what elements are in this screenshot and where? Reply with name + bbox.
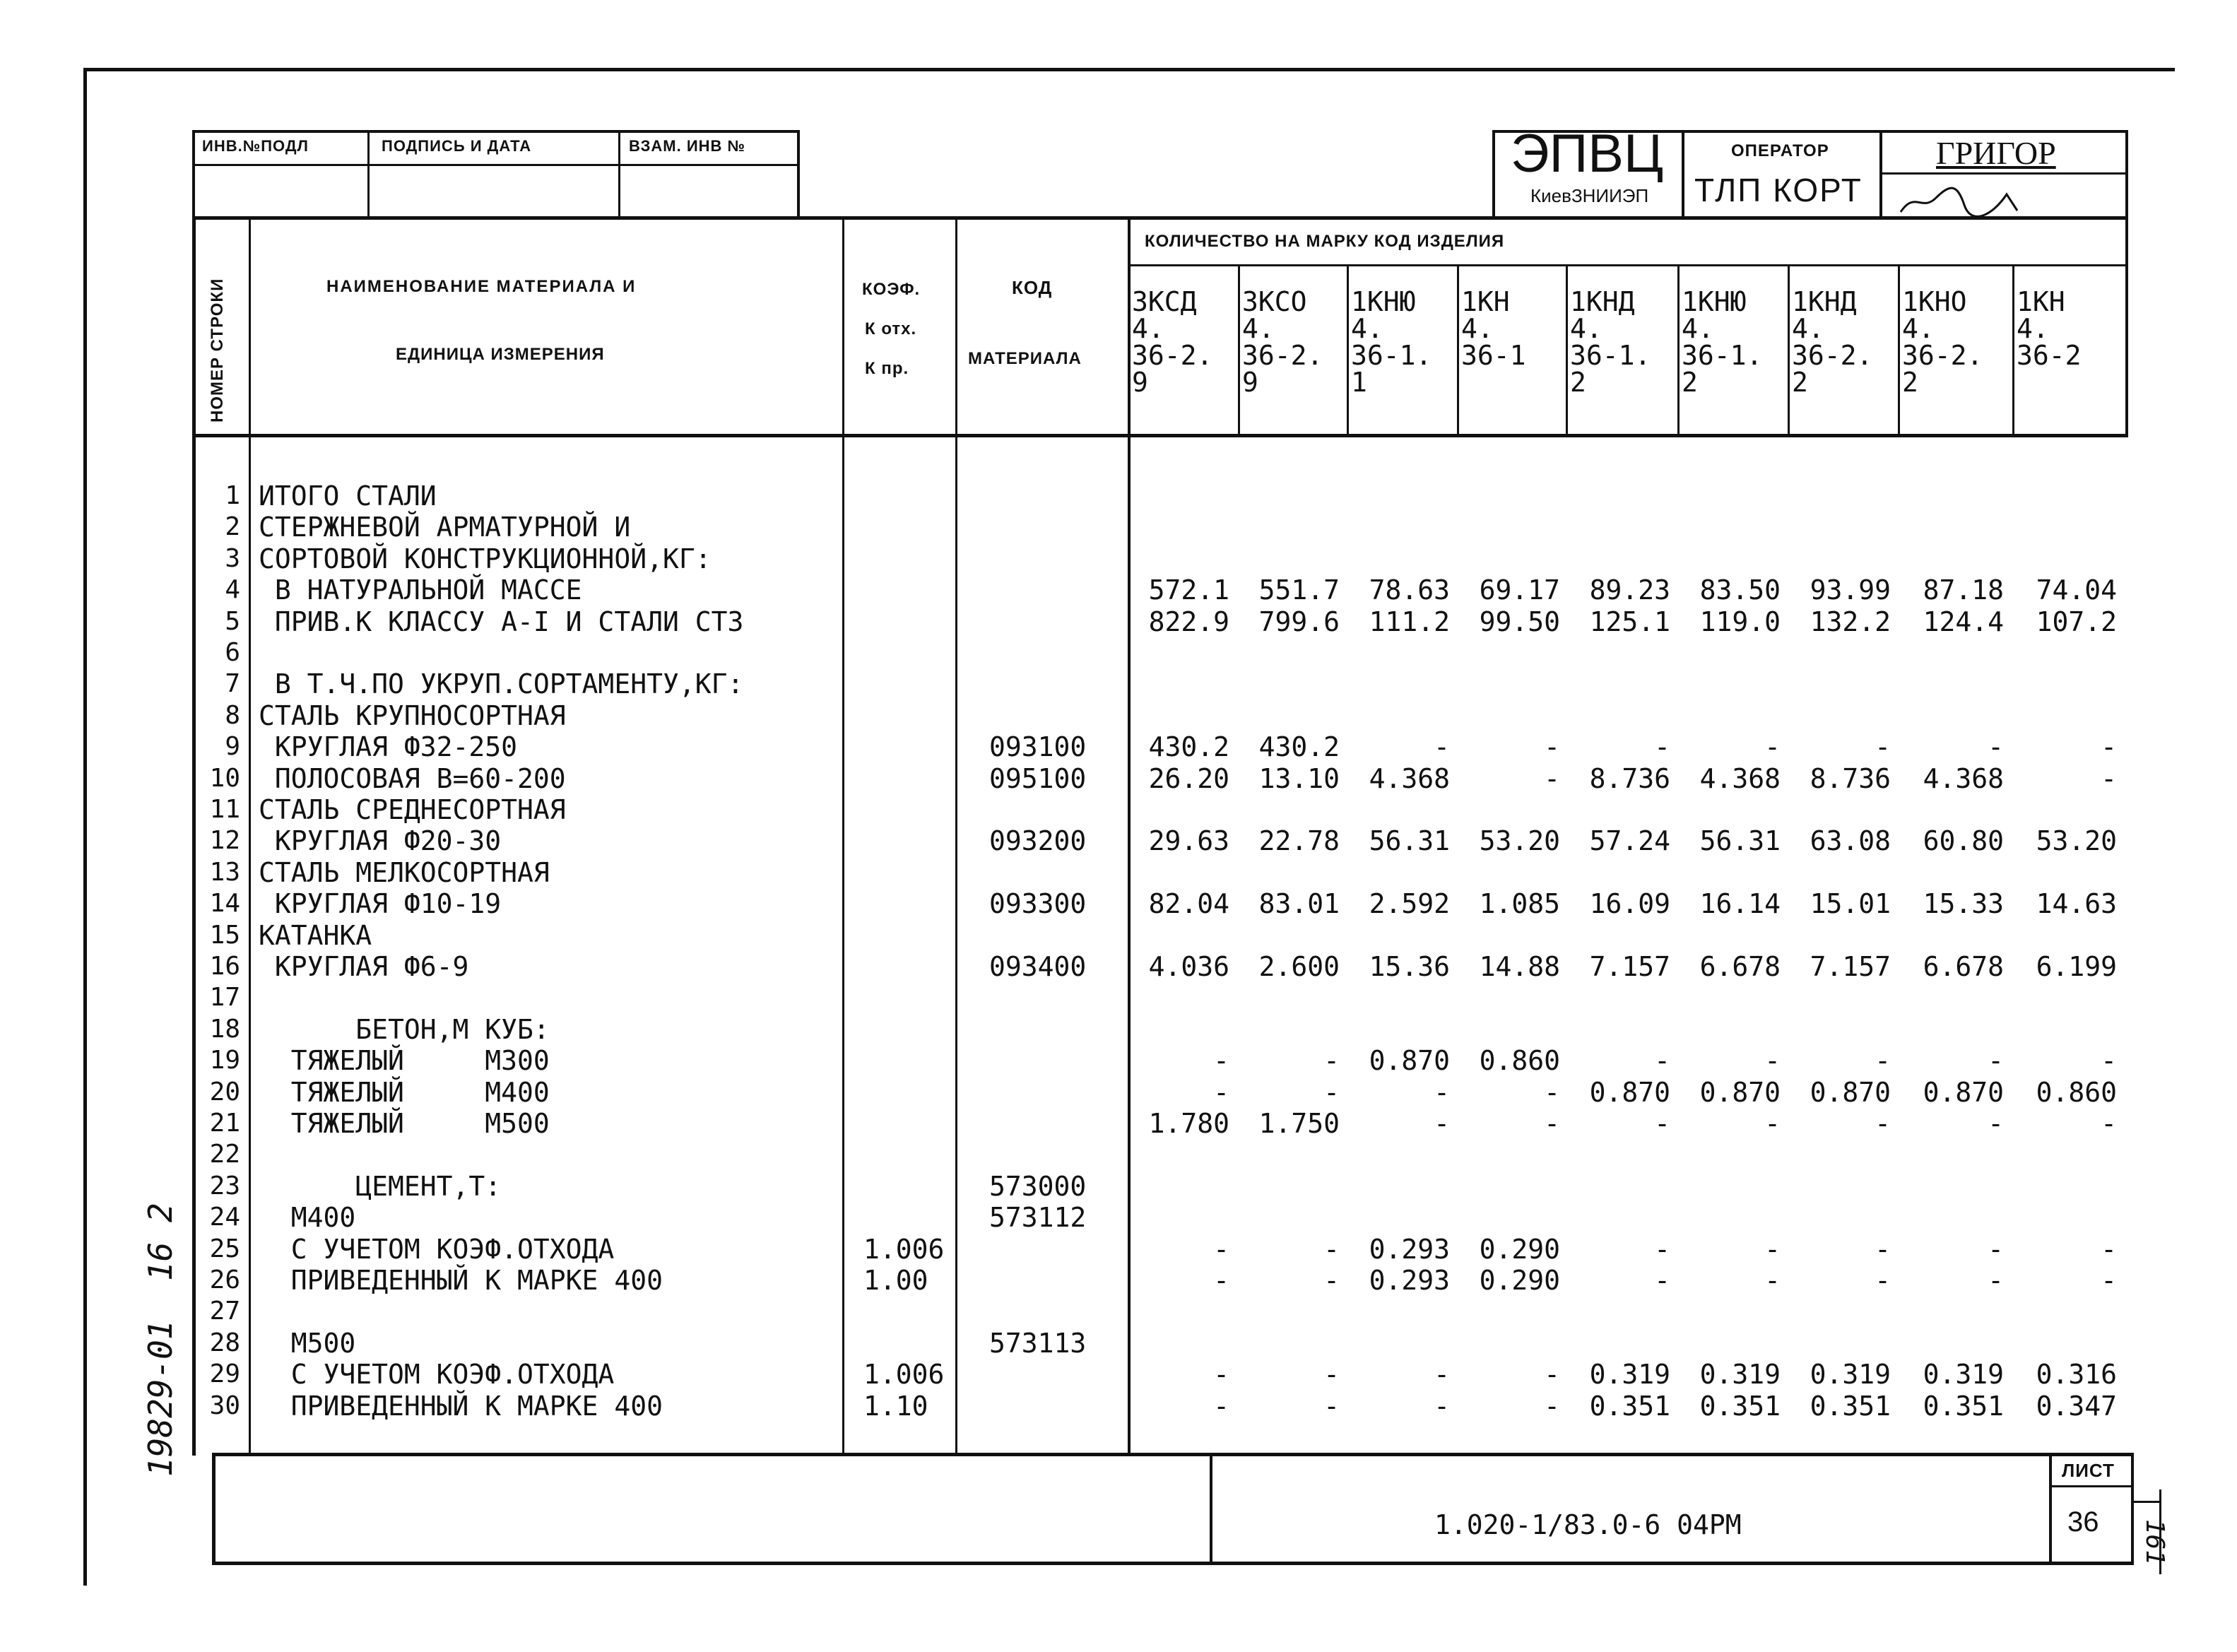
material-name: ТЯЖЕЛЫЙ М300 — [259, 1045, 550, 1077]
quantity-cell: - — [1875, 731, 1891, 763]
quantity-cell: 14.88 — [1479, 951, 1560, 982]
quantity-cell: - — [1764, 1108, 1781, 1139]
quantity-cell: - — [1213, 1045, 1229, 1077]
quantity-cell: - — [1323, 1076, 1340, 1108]
quantity-cell: 430.2 — [1258, 731, 1340, 763]
material-name: ЦЕМЕНТ,Т: — [259, 1170, 502, 1202]
quantity-cell: 2.592 — [1369, 888, 1450, 920]
quantity-cell: - — [1434, 1076, 1450, 1108]
stamp-signature-date: ПОДПИСЬ И ДАТА — [382, 137, 532, 155]
material-name: КРУГЛАЯ Ф20-30 — [259, 825, 502, 857]
quantity-cell: 132.2 — [1810, 606, 1891, 637]
table-row — [0, 606, 2237, 637]
material-name: В Т.Ч.ПО УКРУП.СОРТАМЕНТУ,КГ: — [259, 668, 744, 700]
quantity-cell: - — [1988, 731, 2004, 763]
coefficient: 1.006 — [863, 1359, 945, 1391]
quantity-cell: 4.368 — [1369, 762, 1450, 794]
quantity-cell: 1.780 — [1148, 1108, 1229, 1139]
quantity-cell: 119.0 — [1699, 606, 1781, 637]
quantity-cell: - — [2101, 1108, 2117, 1139]
quantity-cell: 4.036 — [1148, 951, 1229, 982]
quantity-cell: 4.368 — [1699, 762, 1781, 794]
quantity-cell: - — [1434, 1390, 1450, 1422]
quantity-cell: 83.01 — [1258, 888, 1340, 920]
quantity-cell: 8.736 — [1810, 762, 1891, 794]
quantity-cell: - — [1544, 731, 1560, 763]
material-code: 095100 — [989, 762, 1087, 794]
quantity-cell: 0.290 — [1479, 1265, 1560, 1296]
quantity-cell: - — [1654, 1108, 1670, 1139]
quantity-cell: 82.04 — [1148, 888, 1229, 920]
quantity-cell: 1.085 — [1479, 888, 1560, 920]
quantity-cell: 2.600 — [1258, 951, 1340, 982]
table-row — [0, 857, 2237, 888]
quantity-cell: 16.14 — [1699, 888, 1781, 920]
quantity-cell: 0.870 — [1699, 1076, 1781, 1108]
row-number: 5 — [225, 606, 240, 636]
quantity-cell: - — [1434, 731, 1450, 763]
quantity-cell: - — [1323, 1265, 1340, 1296]
row-number: 8 — [225, 700, 240, 730]
header-row-number: НОМЕР СТРОКИ — [208, 278, 227, 423]
material-name: В НАТУРАЛЬНОЙ МАССЕ — [259, 574, 582, 606]
quantity-cell: - — [1213, 1390, 1229, 1422]
table-row — [0, 1139, 2237, 1170]
quantity-cell: 63.08 — [1810, 825, 1891, 857]
table-row — [0, 888, 2237, 919]
quantity-cell: 22.78 — [1258, 825, 1340, 857]
quantity-cell: 572.1 — [1148, 574, 1229, 606]
quantity-cell: - — [1875, 1233, 1891, 1265]
quantity-cell: - — [2101, 762, 2117, 794]
quantity-cell: - — [1544, 1359, 1560, 1391]
table-row — [0, 1014, 2237, 1045]
quantity-cell: 78.63 — [1369, 574, 1450, 606]
material-name: ПРИВ.К КЛАССУ А-I И СТАЛИ СТ3 — [259, 606, 744, 637]
quantity-cell: 0.319 — [1810, 1359, 1891, 1391]
row-number: 7 — [225, 669, 240, 699]
quantity-cell: 53.20 — [1479, 825, 1560, 857]
table-row — [0, 668, 2237, 700]
material-code: 093200 — [989, 825, 1087, 857]
product-header-5: 1КНД 4. 36-1. 2 — [1570, 286, 1651, 398]
material-name: ПОЛОСОВАЯ В=60-200 — [259, 762, 566, 794]
quantity-cell: 0.316 — [2036, 1359, 2117, 1391]
quantity-cell: - — [1434, 1359, 1450, 1391]
quantity-cell: 99.50 — [1479, 606, 1560, 637]
material-code: 573113 — [989, 1327, 1087, 1359]
quantity-cell: 56.31 — [1699, 825, 1781, 857]
quantity-cell: - — [2101, 1045, 2117, 1077]
quantity-cell: - — [1213, 1233, 1229, 1265]
quantity-cell: 551.7 — [1258, 574, 1340, 606]
product-header-3: 1КНЮ 4. 36-1. 1 — [1351, 286, 1432, 398]
quantity-cell: 60.80 — [1923, 825, 2004, 857]
header-code-line1: КОД — [1012, 277, 1053, 298]
operator-value: ТЛП КОРТ — [1694, 172, 1863, 208]
quantity-cell: - — [1323, 1045, 1340, 1077]
header-coef-line2: К отх. — [865, 319, 917, 338]
quantity-cell: 6.678 — [1923, 951, 2004, 982]
material-code: 093400 — [989, 951, 1087, 982]
material-name: М500 — [259, 1327, 356, 1359]
material-name: М400 — [259, 1202, 356, 1234]
product-header-8: 1КНО 4. 36-2. 2 — [1902, 286, 1983, 398]
row-number: 17 — [209, 983, 240, 1013]
quantity-cell: 0.347 — [2036, 1390, 2117, 1422]
org-name: ЭПВЦ — [1511, 124, 1664, 184]
coefficient: 1.00 — [863, 1265, 928, 1296]
quantity-cell: - — [1323, 1233, 1340, 1265]
product-header-7: 1КНД 4. 36-2. 2 — [1792, 286, 1873, 398]
quantity-cell: - — [1323, 1390, 1340, 1422]
material-name: КРУГЛАЯ Ф6-9 — [259, 951, 469, 982]
header-quantity: КОЛИЧЕСТВО НА МАРКУ КОД ИЗДЕЛИЯ — [1145, 232, 1505, 251]
stamp-inv-podl: ИНВ.№ПОДЛ — [202, 137, 309, 155]
quantity-cell: - — [1875, 1265, 1891, 1296]
row-number: 22 — [209, 1140, 240, 1169]
table-row — [0, 1265, 2237, 1296]
quantity-cell: - — [2101, 1233, 2117, 1265]
quantity-cell: - — [1544, 1076, 1560, 1108]
product-header-4: 1КН 4. 36-1 — [1461, 286, 1526, 371]
quantity-cell: 0.351 — [1810, 1390, 1891, 1422]
row-number: 13 — [209, 857, 240, 887]
quantity-cell: 0.860 — [1479, 1045, 1560, 1077]
row-number: 12 — [209, 826, 240, 856]
material-name: БЕТОН,М КУБ: — [259, 1013, 550, 1045]
quantity-cell: 15.33 — [1923, 888, 2004, 920]
row-number: 30 — [209, 1391, 240, 1420]
row-number: 28 — [209, 1328, 240, 1357]
product-header-1: 3КСД 4. 36-2. 9 — [1132, 286, 1213, 398]
row-number: 21 — [209, 1109, 240, 1138]
quantity-cell: - — [1875, 1045, 1891, 1077]
quantity-cell: 56.31 — [1369, 825, 1450, 857]
material-code: 093100 — [989, 731, 1087, 763]
product-header-6: 1КНЮ 4. 36-1. 2 — [1682, 286, 1763, 398]
header-material-line2: ЕДИНИЦА ИЗМЕРЕНИЯ — [396, 345, 605, 364]
table-row — [0, 1359, 2237, 1390]
material-name: ПРИВЕДЕННЫЙ К МАРКЕ 400 — [259, 1265, 663, 1296]
quantity-cell: 0.351 — [1699, 1390, 1781, 1422]
operator-person: ГРИГОР — [1936, 135, 2056, 171]
quantity-cell: 7.157 — [1589, 951, 1670, 982]
quantity-cell: 13.10 — [1258, 762, 1340, 794]
table-row — [0, 825, 2237, 856]
outer-frame-top — [83, 68, 2175, 71]
row-number: 9 — [225, 732, 240, 762]
quantity-cell: 57.24 — [1589, 825, 1670, 857]
table-row — [0, 920, 2237, 951]
table-row — [0, 1202, 2237, 1233]
quantity-cell: - — [1323, 1359, 1340, 1391]
stamp-vzam-inv: ВЗАМ. ИНВ № — [629, 137, 746, 155]
row-number: 10 — [209, 763, 240, 793]
row-number: 2 — [225, 512, 240, 542]
material-name: КРУГЛАЯ Ф32-250 — [259, 731, 518, 763]
row-number: 26 — [209, 1265, 240, 1294]
quantity-cell: 0.351 — [1923, 1390, 2004, 1422]
material-name: ТЯЖЕЛЫЙ М400 — [259, 1076, 550, 1108]
header-coef-line1: КОЭФ. — [862, 280, 921, 299]
quantity-cell: - — [1544, 1108, 1560, 1139]
material-name: С УЧЕТОМ КОЭФ.ОТХОДА — [259, 1359, 615, 1391]
table-row — [0, 982, 2237, 1013]
quantity-cell: - — [1654, 731, 1670, 763]
material-code: 573000 — [989, 1170, 1087, 1202]
quantity-cell: 4.368 — [1923, 762, 2004, 794]
table-row — [0, 543, 2237, 574]
quantity-cell: 83.50 — [1699, 574, 1781, 606]
quantity-cell: 822.9 — [1148, 606, 1229, 637]
quantity-cell: 0.319 — [1699, 1359, 1781, 1391]
material-name: СТАЛЬ МЕЛКОСОРТНАЯ — [259, 856, 550, 888]
quantity-cell: 15.01 — [1810, 888, 1891, 920]
header-code-line2: МАТЕРИАЛА — [968, 349, 1082, 368]
quantity-cell: - — [1544, 762, 1560, 794]
table-row — [0, 512, 2237, 543]
material-code: 093300 — [989, 888, 1087, 920]
quantity-cell: - — [1764, 731, 1781, 763]
quantity-cell: 125.1 — [1589, 606, 1670, 637]
quantity-cell: 74.04 — [2036, 574, 2117, 606]
header-material-line1: НАИМЕНОВАНИЕ МАТЕРИАЛА И — [326, 277, 637, 296]
quantity-cell: 89.23 — [1589, 574, 1670, 606]
row-number: 27 — [209, 1297, 240, 1326]
material-name: СТАЛЬ КРУПНОСОРТНАЯ — [259, 700, 566, 731]
table-row — [0, 1045, 2237, 1076]
quantity-cell: 0.319 — [1589, 1359, 1670, 1391]
table-row — [0, 1108, 2237, 1139]
quantity-cell: 8.736 — [1589, 762, 1670, 794]
product-header-2: 3КСО 4. 36-2. 9 — [1242, 286, 1323, 398]
row-number: 6 — [225, 638, 240, 667]
material-name: С УЧЕТОМ КОЭФ.ОТХОДА — [259, 1233, 615, 1265]
quantity-cell: 0.293 — [1369, 1233, 1450, 1265]
table-row — [0, 480, 2237, 512]
sheet-label: ЛИСТ — [2062, 1460, 2115, 1481]
quantity-cell: - — [1213, 1265, 1229, 1296]
material-name: СТЕРЖНЕВОЙ АРМАТУРНОЙ И — [259, 512, 631, 543]
product-header-9: 1КН 4. 36-2 — [2017, 286, 2082, 371]
material-name: ИТОГО СТАЛИ — [259, 480, 437, 512]
table-row — [0, 1171, 2237, 1202]
quantity-cell: 93.99 — [1810, 574, 1891, 606]
quantity-cell: 107.2 — [2036, 606, 2117, 637]
quantity-cell: - — [1764, 1265, 1781, 1296]
quantity-cell: 0.319 — [1923, 1359, 2004, 1391]
quantity-cell: 430.2 — [1148, 731, 1229, 763]
table-row — [0, 1077, 2237, 1108]
quantity-cell: 0.290 — [1479, 1233, 1560, 1265]
quantity-cell: 14.63 — [2036, 888, 2117, 920]
table-row — [0, 731, 2237, 762]
quantity-cell: 0.870 — [1923, 1076, 2004, 1108]
material-name: ТЯЖЕЛЫЙ М500 — [259, 1108, 550, 1139]
quantity-cell: 0.860 — [2036, 1076, 2117, 1108]
quantity-cell: 124.4 — [1923, 606, 2004, 637]
quantity-cell: - — [1764, 1233, 1781, 1265]
quantity-cell: - — [1988, 1108, 2004, 1139]
quantity-cell: 0.870 — [1810, 1076, 1891, 1108]
row-number: 20 — [209, 1077, 240, 1107]
material-name: СОРТОВОЙ КОНСТРУКЦИОННОЙ,КГ: — [259, 543, 712, 574]
table-row — [0, 700, 2237, 731]
row-number: 14 — [209, 889, 240, 919]
sheet-number: 36 — [2067, 1506, 2099, 1538]
quantity-cell: 0.351 — [1589, 1390, 1670, 1422]
quantity-cell: 15.36 — [1369, 951, 1450, 982]
quantity-cell: - — [1654, 1045, 1670, 1077]
quantity-cell: - — [2101, 731, 2117, 763]
table-row — [0, 1234, 2237, 1265]
quantity-cell: 53.20 — [2036, 825, 2117, 857]
org-sub: КиевЗНИИЭП — [1530, 185, 1649, 206]
quantity-cell: 29.63 — [1148, 825, 1229, 857]
quantity-cell: 16.09 — [1589, 888, 1670, 920]
row-number: 18 — [209, 1014, 240, 1044]
quantity-cell: - — [1654, 1265, 1670, 1296]
table-row — [0, 794, 2237, 825]
quantity-cell: 87.18 — [1923, 574, 2004, 606]
row-number: 1 — [225, 481, 240, 510]
quantity-cell: 26.20 — [1148, 762, 1229, 794]
material-name: КРУГЛАЯ Ф10-19 — [259, 888, 502, 920]
table-row — [0, 637, 2237, 668]
material-code: 573112 — [989, 1202, 1087, 1234]
side-page-number: 161 — [2140, 1519, 2169, 1566]
operator-signature — [1894, 177, 2035, 219]
material-name: ПРИВЕДЕННЫЙ К МАРКЕ 400 — [259, 1390, 663, 1422]
quantity-cell: - — [1875, 1108, 1891, 1139]
quantity-cell: 0.293 — [1369, 1265, 1450, 1296]
row-number: 23 — [209, 1171, 240, 1200]
row-number: 19 — [209, 1046, 240, 1075]
quantity-cell: 6.199 — [2036, 951, 2117, 982]
material-name: КАТАНКА — [259, 919, 372, 951]
quantity-cell: 0.870 — [1369, 1045, 1450, 1077]
coefficient: 1.10 — [863, 1390, 928, 1422]
row-number: 16 — [209, 952, 240, 981]
quantity-cell: 111.2 — [1369, 606, 1450, 637]
quantity-cell: - — [1213, 1359, 1229, 1391]
quantity-cell: 0.870 — [1589, 1076, 1670, 1108]
quantity-cell: - — [1544, 1390, 1560, 1422]
quantity-cell: 7.157 — [1810, 951, 1891, 982]
quantity-cell: - — [2101, 1265, 2117, 1296]
row-number: 3 — [225, 543, 240, 573]
document-code: 1.020-1/83.0-6 04РМ — [1434, 1509, 1742, 1540]
quantity-cell: 1.750 — [1258, 1108, 1340, 1139]
table-row — [0, 763, 2237, 794]
table-row — [0, 951, 2237, 982]
row-number: 24 — [209, 1203, 240, 1232]
material-name: СТАЛЬ СРЕДНЕСОРТНАЯ — [259, 794, 566, 825]
header-coef-line3: К пр. — [865, 359, 909, 378]
coefficient: 1.006 — [863, 1233, 945, 1265]
quantity-cell: 799.6 — [1258, 606, 1340, 637]
quantity-cell: - — [1654, 1233, 1670, 1265]
inventory-mark: 19829-01 16 2 — [141, 1203, 179, 1477]
row-number: 11 — [209, 795, 240, 824]
quantity-cell: - — [1988, 1265, 2004, 1296]
quantity-cell: 6.678 — [1699, 951, 1781, 982]
quantity-cell: - — [1213, 1076, 1229, 1108]
quantity-cell: - — [1764, 1045, 1781, 1077]
quantity-cell: - — [1988, 1233, 2004, 1265]
table-row — [0, 1328, 2237, 1359]
row-number: 4 — [225, 575, 240, 605]
table-row — [0, 1391, 2237, 1422]
quantity-cell: - — [1434, 1108, 1450, 1139]
row-number: 29 — [209, 1359, 240, 1389]
quantity-cell: - — [1988, 1045, 2004, 1077]
row-number: 15 — [209, 920, 240, 950]
operator-label: ОПЕРАТОР — [1731, 141, 1829, 160]
table-row — [0, 1296, 2237, 1327]
row-number: 25 — [209, 1234, 240, 1263]
table-row — [0, 574, 2237, 606]
quantity-cell: 69.17 — [1479, 574, 1560, 606]
